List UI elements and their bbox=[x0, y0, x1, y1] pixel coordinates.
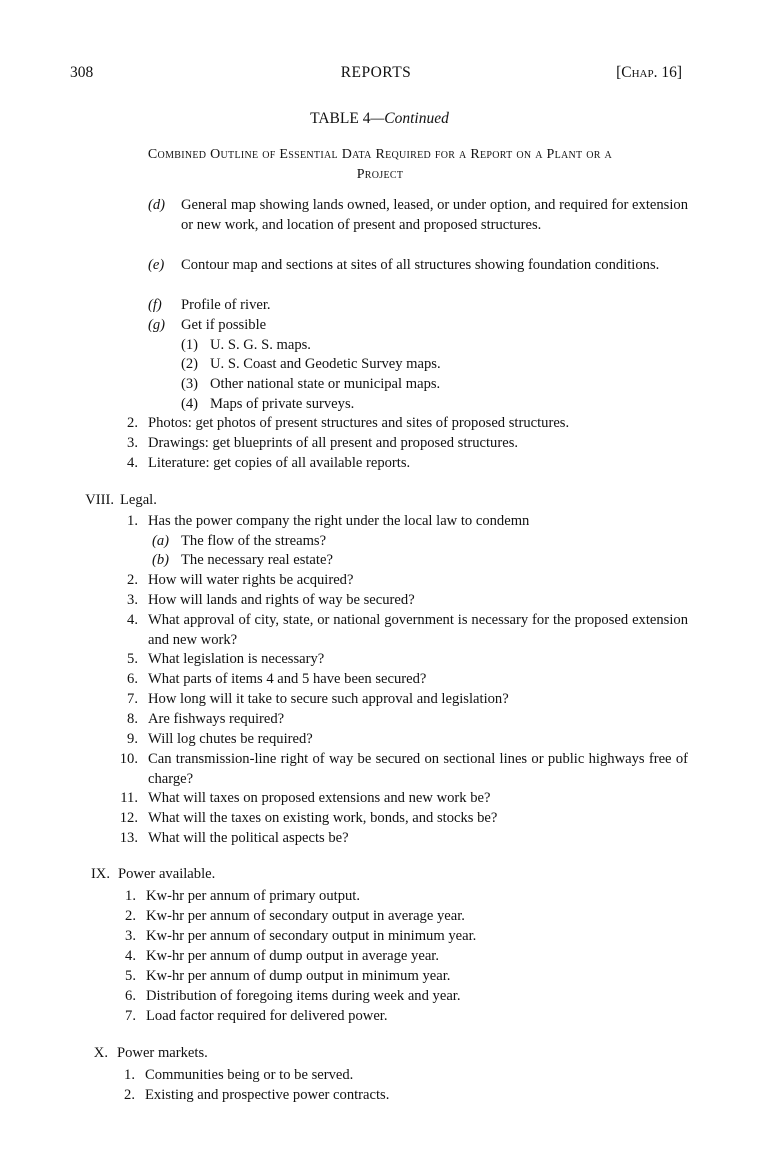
item-g-text: Get if possible bbox=[181, 317, 267, 333]
list-item-text: How will water rights be acquired? bbox=[148, 572, 354, 588]
table-subtitle-line2: Project bbox=[356, 167, 404, 182]
list-number: 7. bbox=[127, 691, 138, 707]
list-item-text: What legislation is necessary? bbox=[148, 651, 325, 667]
list-number: 2. bbox=[127, 572, 138, 588]
item-label-g: (g) bbox=[148, 317, 166, 333]
list-number: 6. bbox=[127, 671, 138, 687]
list-number: 3. bbox=[127, 435, 138, 451]
list-number: 4. bbox=[127, 612, 138, 628]
list-number: 7. bbox=[125, 1008, 136, 1024]
page-header bbox=[70, 64, 682, 88]
subitem-text: U. S. Coast and Geodetic Survey maps. bbox=[210, 356, 441, 372]
subitem-text: U. S. G. S. maps. bbox=[210, 337, 311, 353]
subitem-text: Other national state or municipal maps. bbox=[210, 376, 441, 392]
list-item-text: Existing and prospective power contracts. bbox=[145, 1087, 390, 1103]
list-item-text: Kw-hr per annum of dump output in average year. bbox=[146, 948, 440, 964]
list-item-text: What approval of city, state, or national government is necessary for the proposed extension and new work? bbox=[148, 612, 688, 648]
section-numeral-ix: IX. bbox=[90, 866, 110, 882]
section-title-legal: Legal. bbox=[120, 492, 157, 508]
list-item-text: Will log chutes be required? bbox=[148, 731, 313, 747]
running-title: REPORTS bbox=[340, 64, 412, 81]
list-item-text: What will taxes on proposed extensions and new work be? bbox=[148, 790, 491, 806]
list-item-text: What will the political aspects be? bbox=[148, 830, 349, 846]
list-number: 3. bbox=[125, 928, 136, 944]
section-title-power-available: Power available. bbox=[118, 866, 216, 882]
list-item-text: What parts of items 4 and 5 have been secured? bbox=[148, 671, 427, 687]
subitem-label: (4) bbox=[181, 396, 199, 412]
list-number: 2. bbox=[124, 1087, 135, 1103]
list-item-text: Communities being or to be served. bbox=[145, 1067, 354, 1083]
item-d-text: General map showing lands owned, leased, or under option, and required for extension or new work, and location of present and proposed structures. bbox=[181, 197, 688, 233]
list-item-text: Kw-hr per annum of primary output. bbox=[146, 888, 360, 904]
table-subtitle bbox=[60, 145, 700, 185]
list-item-text: Has the power company the right under the local law to condemn bbox=[148, 513, 530, 529]
list-number: 8. bbox=[127, 711, 138, 727]
subitem-label: (3) bbox=[181, 376, 199, 392]
subitem-text: Maps of private surveys. bbox=[210, 396, 355, 412]
table-title bbox=[0, 110, 759, 128]
list-number: 4. bbox=[127, 455, 138, 471]
table-title-suffix: —Continued bbox=[370, 110, 449, 127]
list-number: 1. bbox=[124, 1067, 135, 1083]
list-number: 1. bbox=[125, 888, 136, 904]
section-numeral-x: X. bbox=[93, 1045, 108, 1061]
list-item-text: Load factor required for delivered power. bbox=[146, 1008, 388, 1024]
list-number: 6. bbox=[125, 988, 136, 1004]
item-label-e: (e) bbox=[148, 257, 165, 273]
item-f-text: Profile of river. bbox=[181, 297, 271, 313]
subitem-label: (b) bbox=[152, 552, 170, 568]
page-number: 308 bbox=[70, 64, 94, 81]
list-item-text: What will the taxes on existing work, bonds, and stocks be? bbox=[148, 810, 498, 826]
list-item-text: How will lands and rights of way be secured? bbox=[148, 592, 415, 608]
subitem-label: (1) bbox=[181, 337, 199, 353]
list-number: 5. bbox=[125, 968, 136, 984]
list-item-text: Can transmission-line right of way be secured on sectional lines or public highways free of charge? bbox=[148, 751, 688, 787]
subitem-label: (2) bbox=[181, 356, 199, 372]
list-number: 4. bbox=[125, 948, 136, 964]
chapter-reference: [Chap. 16] bbox=[616, 64, 682, 81]
section-title-power-markets: Power markets. bbox=[117, 1045, 208, 1061]
list-item-text: Literature: get copies of all available reports. bbox=[148, 455, 411, 471]
subitem-text: The flow of the streams? bbox=[181, 533, 327, 549]
list-item-text: How long will it take to secure such approval and legislation? bbox=[148, 691, 509, 707]
item-label-d: (d) bbox=[148, 197, 166, 213]
list-number: 2. bbox=[127, 415, 138, 431]
list-number: 13. bbox=[119, 830, 138, 846]
item-label-f: (f) bbox=[148, 297, 162, 313]
item-e-text: Contour map and sections at sites of all structures showing foundation conditions. bbox=[181, 257, 660, 273]
list-number: 1. bbox=[127, 513, 138, 529]
list-item-text: Distribution of foregoing items during week and year. bbox=[146, 988, 461, 1004]
list-item-text: Photos: get photos of present structures and sites of proposed structures. bbox=[148, 415, 570, 431]
section-numeral-viii: VIII. bbox=[85, 492, 114, 508]
list-item-text: Drawings: get blueprints of all present and proposed structures. bbox=[148, 435, 519, 451]
list-item-text: Are fishways required? bbox=[148, 711, 285, 727]
list-number: 2. bbox=[125, 908, 136, 924]
subitem-label: (a) bbox=[152, 533, 170, 549]
list-number: 12. bbox=[119, 810, 138, 826]
table-subtitle-line1: Combined Outline of Essential Data Required for a Report on a Plant or a bbox=[147, 147, 613, 162]
list-item-text: Kw-hr per annum of dump output in minimum year. bbox=[146, 968, 451, 984]
table-title-prefix: TABLE 4 bbox=[310, 110, 371, 127]
list-item-text: Kw-hr per annum of secondary output in minimum year. bbox=[146, 928, 477, 944]
list-number: 9. bbox=[127, 731, 138, 747]
subitem-text: The necessary real estate? bbox=[181, 552, 333, 568]
list-number: 10. bbox=[119, 751, 138, 767]
list-number: 11. bbox=[120, 790, 138, 806]
list-number: 3. bbox=[127, 592, 138, 608]
list-number: 5. bbox=[127, 651, 138, 667]
list-item-text: Kw-hr per annum of secondary output in average year. bbox=[146, 908, 465, 924]
